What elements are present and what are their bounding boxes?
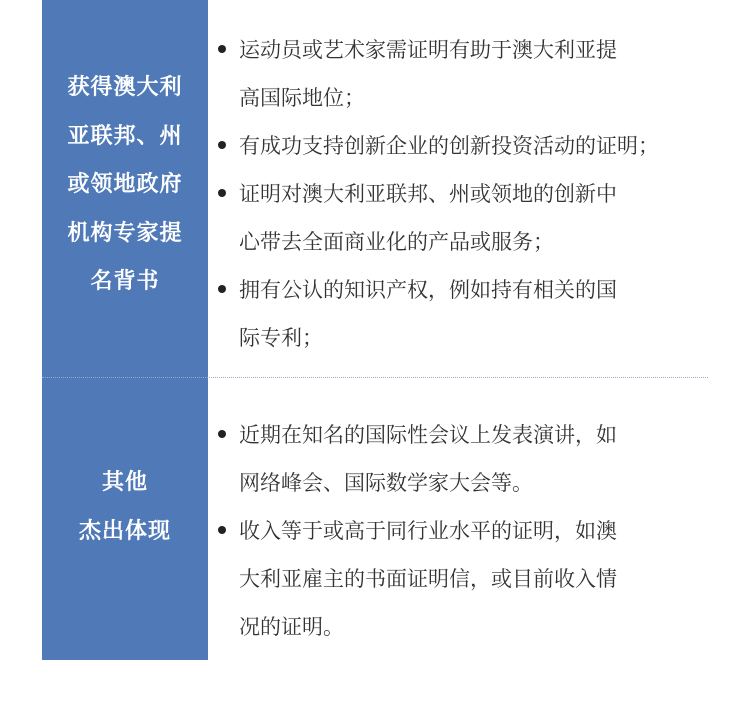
list-item-line: 心带去全面商业化的产品或服务；	[239, 230, 554, 254]
bullet-dot-icon	[218, 526, 226, 534]
list-item-line: 证明对澳大利亚联邦、州或领地的创新中	[239, 182, 617, 206]
list-item-line: 收入等于或高于同行业水平的证明，如澳	[239, 519, 617, 543]
list-item-line: 际专利；	[239, 326, 323, 350]
section2-title	[42, 459, 208, 556]
section2-title-line: 其他	[101, 470, 148, 495]
section1-title-line: 名背书	[90, 269, 160, 294]
list-item-line: 大利亚雇主的书面证明信，或目前收入情	[239, 567, 617, 591]
list-item-line: 拥有公认的知识产权，例如持有相关的国	[239, 278, 617, 302]
list-item	[215, 26, 695, 122]
section1-title-line: 或领地政府	[67, 172, 183, 197]
section1-title-line: 获得澳大利	[67, 75, 183, 100]
section1-title-line: 机构专家提	[67, 220, 183, 246]
list-item-line: 况的证明。	[239, 615, 344, 639]
list-item-line: 近期在知名的国际性会议上发表演讲，如	[239, 423, 617, 447]
section2-title-line: 杰出体现	[78, 518, 171, 544]
list-item	[215, 507, 695, 651]
bullet-dot-icon	[218, 285, 226, 293]
list-item	[215, 122, 695, 170]
section1-title	[42, 64, 208, 307]
section1-bullet-list	[215, 26, 695, 362]
list-item-line: 有成功支持创新企业的创新投资活动的证明；	[239, 134, 659, 158]
section-divider	[42, 377, 708, 378]
bullet-dot-icon	[218, 45, 226, 53]
section2-bullet-list	[215, 411, 695, 651]
list-item-line: 高国际地位；	[239, 86, 365, 110]
list-item-line: 运动员或艺术家需证明有助于澳大利亚提	[239, 38, 617, 62]
list-item	[215, 411, 695, 507]
bullet-dot-icon	[218, 189, 226, 197]
list-item	[215, 266, 695, 362]
bullet-dot-icon	[218, 141, 226, 149]
section1-title-line: 亚联邦、州	[67, 123, 183, 149]
list-item-line: 网络峰会、国际数学家大会等。	[239, 471, 533, 495]
list-item	[215, 170, 695, 266]
bullet-dot-icon	[218, 430, 226, 438]
